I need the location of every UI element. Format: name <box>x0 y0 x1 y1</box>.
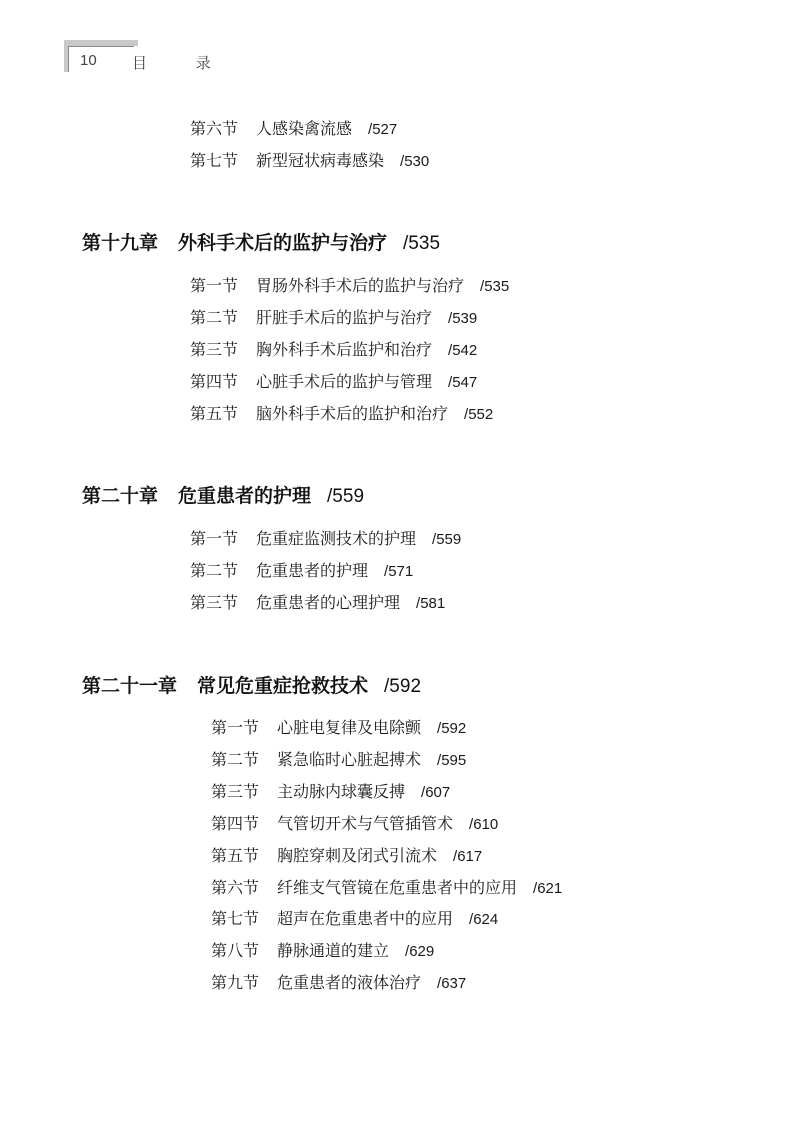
toc-section-entry[interactable] <box>211 941 434 962</box>
toc-section-entry[interactable] <box>211 909 498 930</box>
chapter-number: 第二十章 <box>82 485 159 507</box>
section-number: 第二节 <box>190 308 239 327</box>
section-title: 危重患者的心理护理 <box>256 593 401 612</box>
section-number: 第二节 <box>211 750 260 769</box>
toc-section-entry[interactable] <box>211 973 466 994</box>
section-page: /607 <box>421 784 451 801</box>
section-page: /629 <box>405 943 435 960</box>
section-title: 超声在危重患者中的应用 <box>277 909 454 928</box>
toc-section-entry[interactable] <box>211 814 498 835</box>
section-title: 人感染禽流感 <box>256 119 353 138</box>
section-page: /527 <box>368 121 398 138</box>
section-page: /624 <box>469 911 499 928</box>
section-title: 主动脉内球囊反搏 <box>277 782 406 801</box>
section-number: 第六节 <box>211 878 260 897</box>
section-page: /610 <box>469 816 499 833</box>
toc-chapter-entry[interactable] <box>82 484 364 509</box>
section-number: 第一节 <box>211 718 260 737</box>
page-header <box>62 40 233 74</box>
toc-section-entry[interactable] <box>211 718 466 739</box>
toc-section-entry[interactable] <box>211 846 482 867</box>
toc-section-entry[interactable] <box>190 529 461 550</box>
section-number: 第一节 <box>190 276 239 295</box>
section-title: 危重患者的液体治疗 <box>277 973 422 992</box>
header-rule <box>68 46 134 47</box>
section-number: 第五节 <box>211 846 260 865</box>
toc-section-entry[interactable] <box>211 878 562 899</box>
toc-section-entry[interactable] <box>190 119 397 140</box>
section-page: /535 <box>480 278 510 295</box>
section-title: 紧急临时心脏起搏术 <box>277 750 422 769</box>
section-title: 气管切开术与气管插管术 <box>277 814 454 833</box>
toc-section-entry[interactable] <box>190 308 477 329</box>
toc-section-entry[interactable] <box>190 561 413 582</box>
section-page: /571 <box>384 563 414 580</box>
section-page: /547 <box>448 374 478 391</box>
section-page: /617 <box>453 848 483 865</box>
page-title: 目 录 <box>132 54 233 72</box>
chapter-page: /535 <box>403 233 441 254</box>
section-page: /530 <box>400 153 430 170</box>
section-number: 第四节 <box>190 372 239 391</box>
toc-section-entry[interactable] <box>190 372 477 393</box>
chapter-title: 外科手术后的监护与治疗 <box>178 232 388 254</box>
section-title: 纤维支气管镜在危重患者中的应用 <box>277 878 518 897</box>
section-number: 第二节 <box>190 561 239 580</box>
section-number: 第六节 <box>190 119 239 138</box>
section-number: 第七节 <box>211 909 260 928</box>
section-title: 新型冠状病毒感染 <box>256 151 385 170</box>
section-page: /595 <box>437 752 467 769</box>
toc-section-entry[interactable] <box>190 340 477 361</box>
section-page: /539 <box>448 310 478 327</box>
chapter-page: /559 <box>327 486 365 507</box>
section-number: 第一节 <box>190 529 239 548</box>
section-title: 胃肠外科手术后的监护与治疗 <box>256 276 465 295</box>
section-number: 第八节 <box>211 941 260 960</box>
page-number: 10 <box>80 52 97 69</box>
section-number: 第七节 <box>190 151 239 170</box>
section-title: 心脏电复律及电除颤 <box>277 718 422 737</box>
section-title: 危重患者的护理 <box>256 561 369 580</box>
chapter-title: 常见危重症抢救技术 <box>197 675 369 697</box>
toc-section-entry[interactable] <box>211 782 450 803</box>
section-number: 第三节 <box>211 782 260 801</box>
chapter-title: 危重患者的护理 <box>178 485 312 507</box>
chapter-number: 第十九章 <box>82 232 159 254</box>
section-page: /592 <box>437 720 467 737</box>
section-number: 第三节 <box>190 340 239 359</box>
section-title: 肝脏手术后的监护与治疗 <box>256 308 433 327</box>
section-page: /581 <box>416 595 446 612</box>
toc-chapter-entry[interactable] <box>82 231 440 256</box>
section-title: 静脉通道的建立 <box>277 941 390 960</box>
chapter-number: 第二十一章 <box>82 675 178 697</box>
section-page: /552 <box>464 406 494 423</box>
toc-section-entry[interactable] <box>190 276 509 297</box>
toc-section-entry[interactable] <box>211 750 466 771</box>
toc-section-entry[interactable] <box>190 151 429 172</box>
section-title: 心脏手术后的监护与管理 <box>256 372 433 391</box>
section-page: /621 <box>533 880 563 897</box>
section-number: 第五节 <box>190 404 239 423</box>
header-rule-side <box>68 46 69 72</box>
section-number: 第四节 <box>211 814 260 833</box>
toc-chapter-entry[interactable] <box>82 674 421 699</box>
toc-section-entry[interactable] <box>190 404 493 425</box>
section-number: 第三节 <box>190 593 239 612</box>
section-page: /637 <box>437 975 467 992</box>
section-number: 第九节 <box>211 973 260 992</box>
chapter-page: /592 <box>384 676 422 697</box>
section-title: 胸外科手术后监护和治疗 <box>256 340 433 359</box>
section-title: 脑外科手术后的监护和治疗 <box>256 404 449 423</box>
toc-section-entry[interactable] <box>190 593 445 614</box>
section-title: 胸腔穿刺及闭式引流术 <box>277 846 438 865</box>
section-page: /542 <box>448 342 478 359</box>
section-title: 危重症监测技术的护理 <box>256 529 417 548</box>
section-page: /559 <box>432 531 462 548</box>
